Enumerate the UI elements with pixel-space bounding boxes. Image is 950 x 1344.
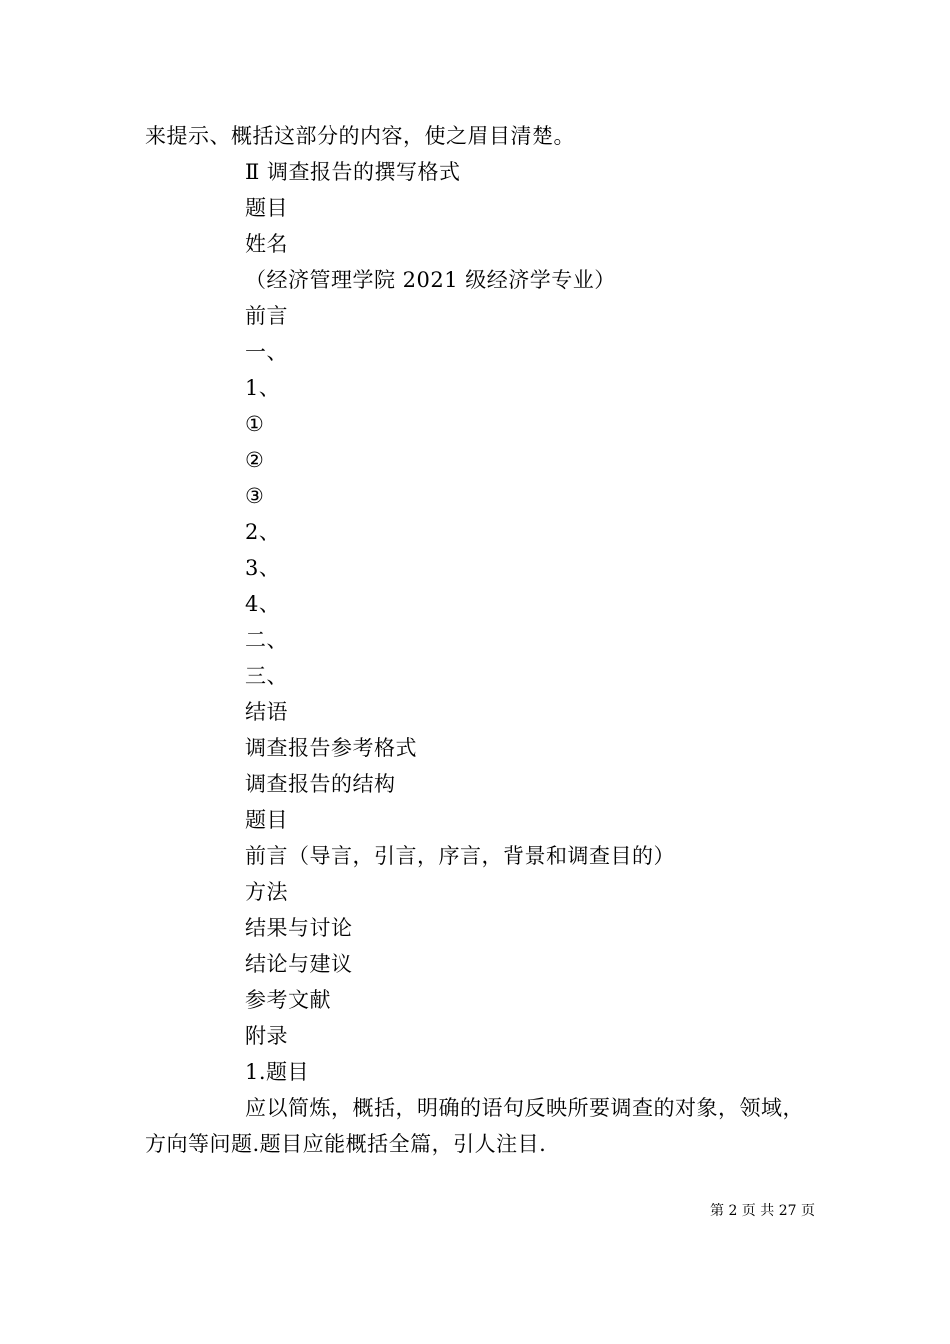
page-number-footer: 第 2 页 共 27 页 [710, 1203, 815, 1219]
text-line: 一、 [245, 340, 288, 364]
text-line: 1、 [245, 376, 281, 400]
text-line: 二、 [245, 628, 288, 652]
paragraph-line: 应以简炼，概括，明确的语句反映所要调查的对象，领域， [245, 1096, 804, 1120]
text-line: （经济管理学院 2021 级经济学专业） [245, 268, 616, 292]
paragraph-line: 方向等问题.题目应能概括全篇，引人注目. [145, 1132, 547, 1156]
text-line: 结论与建议 [245, 952, 353, 976]
text-line: 2、 [245, 520, 281, 544]
text-line: 题目 [245, 808, 288, 832]
text-line: 参考文献 [245, 988, 331, 1012]
text-line: 附录 [245, 1024, 288, 1048]
text-line: 3、 [245, 556, 281, 580]
text-line: 题目 [245, 196, 288, 220]
text-line: 结语 [245, 700, 288, 724]
text-line: 调查报告的结构 [245, 772, 396, 796]
text-line: 前言 [245, 304, 288, 328]
text-line: 来提示、概括这部分的内容，使之眉目清楚。 [145, 124, 575, 148]
text-line: 调查报告参考格式 [245, 736, 417, 760]
text-line: 4、 [245, 592, 281, 616]
text-line: 三、 [245, 664, 288, 688]
text-line: ② [245, 448, 265, 472]
text-line: ① [245, 412, 265, 436]
text-line: 方法 [245, 880, 288, 904]
text-line: 结果与讨论 [245, 916, 353, 940]
text-line: 姓名 [245, 232, 288, 256]
text-line: 前言（导言，引言，序言，背景和调查目的） [245, 844, 675, 868]
section-heading: Ⅱ 调查报告的撰写格式 [245, 160, 461, 184]
text-line: 1.题目 [245, 1060, 310, 1084]
text-line: ③ [245, 484, 265, 508]
